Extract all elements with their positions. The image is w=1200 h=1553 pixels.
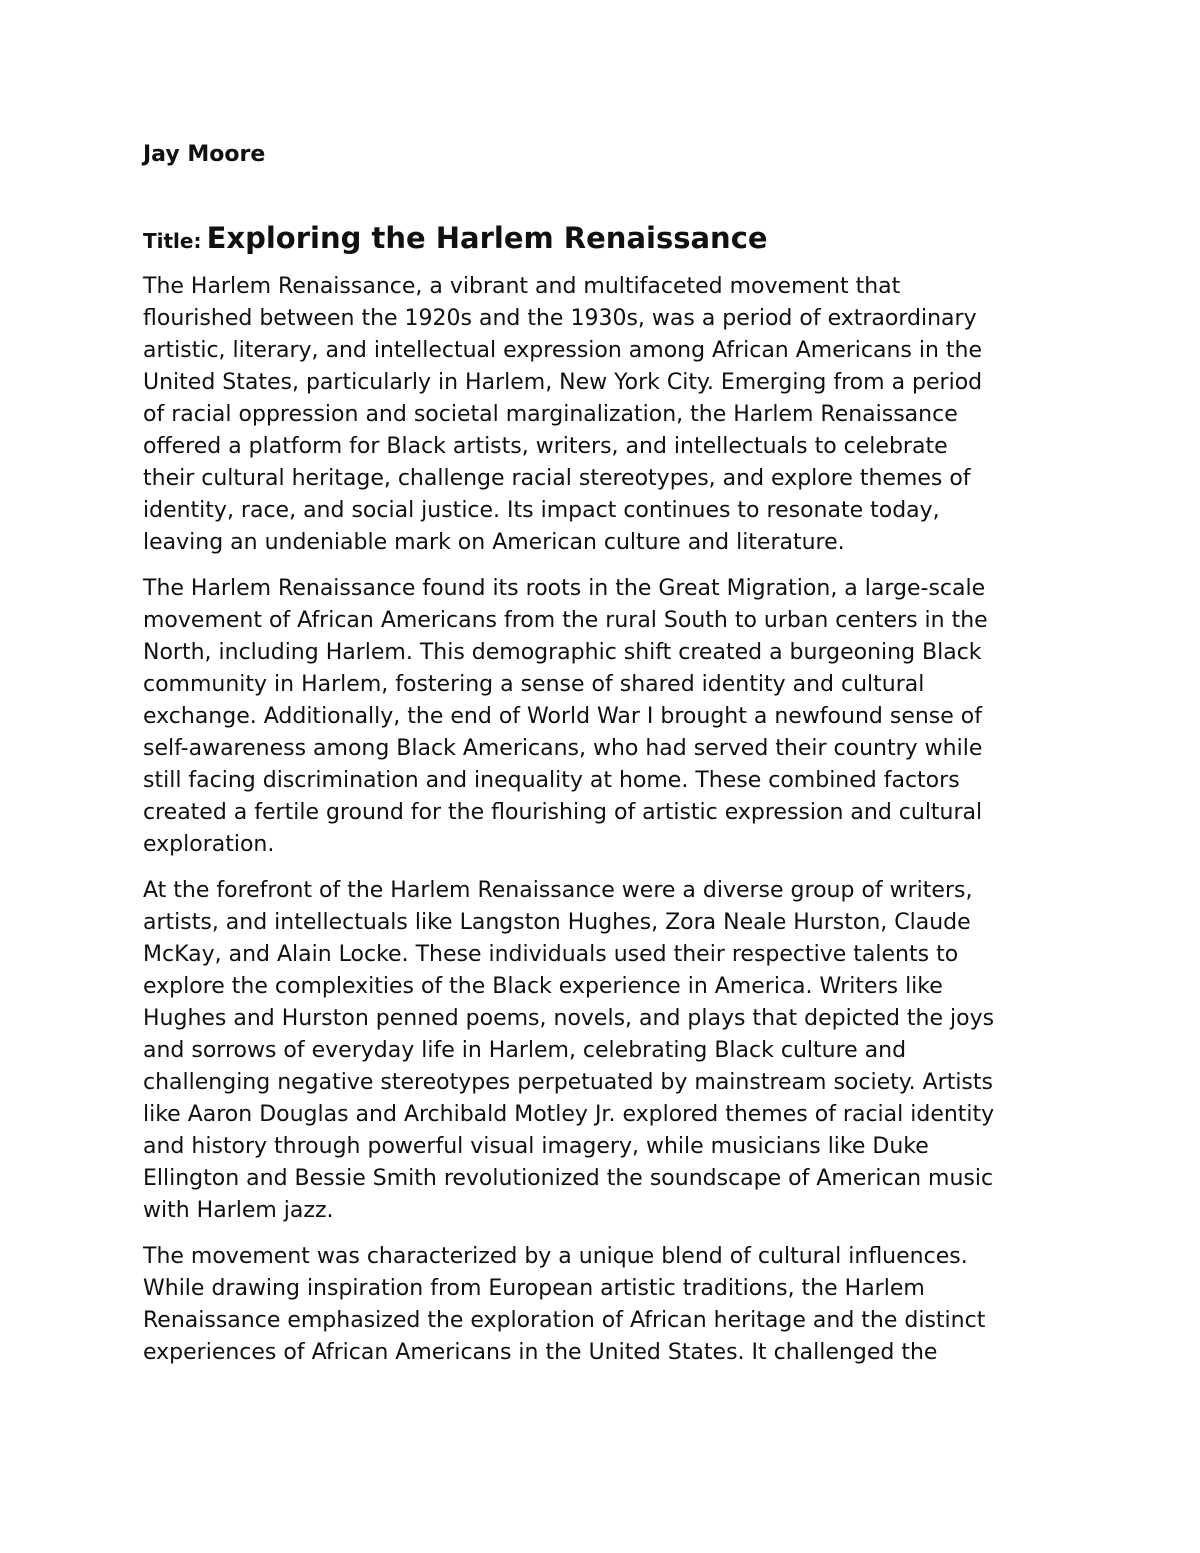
- paragraph-line: At the forefront of the Harlem Renaissance were a diverse group of writers,: [143, 878, 973, 903]
- paragraph-line: Ellington and Bessie Smith revolutionized the soundscape of American music: [143, 1166, 994, 1191]
- paragraph-line: United States, particularly in Harlem, New York City. Emerging from a period: [143, 370, 983, 395]
- paragraph-line: and sorrows of everyday life in Harlem, celebrating Black culture and: [143, 1038, 907, 1063]
- title-text: Exploring the Harlem Renaissance: [206, 221, 768, 255]
- paragraph-line: While drawing inspiration from European artistic traditions, the Harlem: [143, 1276, 925, 1301]
- paragraph-line: The movement was characterized by a unique blend of cultural influences.: [143, 1244, 968, 1269]
- paragraph-line: self-awareness among Black Americans, who had served their country while: [143, 736, 983, 761]
- author-name: Jay Moore: [143, 142, 266, 167]
- paragraph-line: created a fertile ground for the flourishing of artistic expression and cultural: [143, 800, 983, 825]
- paragraph-line: Renaissance emphasized the exploration of African heritage and the distinct: [143, 1308, 986, 1333]
- paragraph-line: flourished between the 1920s and the 1930s, was a period of extraordinary: [143, 306, 977, 331]
- paragraph-line: movement of African Americans from the rural South to urban centers in the: [143, 608, 988, 633]
- paragraph-line: leaving an undeniable mark on American culture and literature.: [143, 530, 845, 555]
- paragraph-line: like Aaron Douglas and Archibald Motley Jr. explored themes of racial identity: [143, 1102, 995, 1127]
- paragraph: [143, 1241, 1068, 1369]
- paragraph-line: The Harlem Renaissance found its roots in the Great Migration, a large-scale: [143, 576, 986, 601]
- paragraph-line: Hughes and Hurston penned poems, novels, and plays that depicted the joys: [143, 1006, 995, 1031]
- paragraph-line: identity, race, and social justice. Its impact continues to resonate today,: [143, 498, 940, 523]
- document-body: [143, 138, 1068, 1383]
- paragraph-line: exploration.: [143, 832, 275, 857]
- paragraph-line: artists, and intellectuals like Langston Hughes, Zora Neale Hurston, Claude: [143, 910, 971, 935]
- paragraph-line: challenging negative stereotypes perpetuated by mainstream society. Artists: [143, 1070, 993, 1095]
- paragraph: [143, 573, 1068, 861]
- paragraph-line: exchange. Additionally, the end of World War I brought a newfound sense of: [143, 704, 982, 729]
- paragraph: [143, 271, 1068, 559]
- paragraph-line: with Harlem jazz.: [143, 1198, 334, 1223]
- paragraph-line: their cultural heritage, challenge racial stereotypes, and explore themes of: [143, 466, 971, 491]
- paragraph: [143, 875, 1068, 1227]
- paragraph-line: still facing discrimination and inequality at home. These combined factors: [143, 768, 960, 793]
- document-title: [143, 214, 1068, 267]
- paragraph-line: McKay, and Alain Locke. These individuals used their respective talents to: [143, 942, 959, 967]
- paragraph-line: experiences of African Americans in the United States. It challenged the: [143, 1340, 938, 1365]
- paragraph-line: community in Harlem, fostering a sense of shared identity and cultural: [143, 672, 925, 697]
- paragraph-line: and history through powerful visual imagery, while musicians like Duke: [143, 1134, 929, 1159]
- paragraph-line: The Harlem Renaissance, a vibrant and multifaceted movement that: [143, 274, 901, 299]
- paragraph-line: explore the complexities of the Black experience in America. Writers like: [143, 974, 943, 999]
- title-prefix: Title:: [143, 229, 202, 253]
- paragraph-line: of racial oppression and societal marginalization, the Harlem Renaissance: [143, 402, 958, 427]
- paragraph-line: North, including Harlem. This demographic shift created a burgeoning Black: [143, 640, 982, 665]
- paragraph-line: artistic, literary, and intellectual expression among African Americans in the: [143, 338, 983, 363]
- paragraph-line: offered a platform for Black artists, writers, and intellectuals to celebrate: [143, 434, 948, 459]
